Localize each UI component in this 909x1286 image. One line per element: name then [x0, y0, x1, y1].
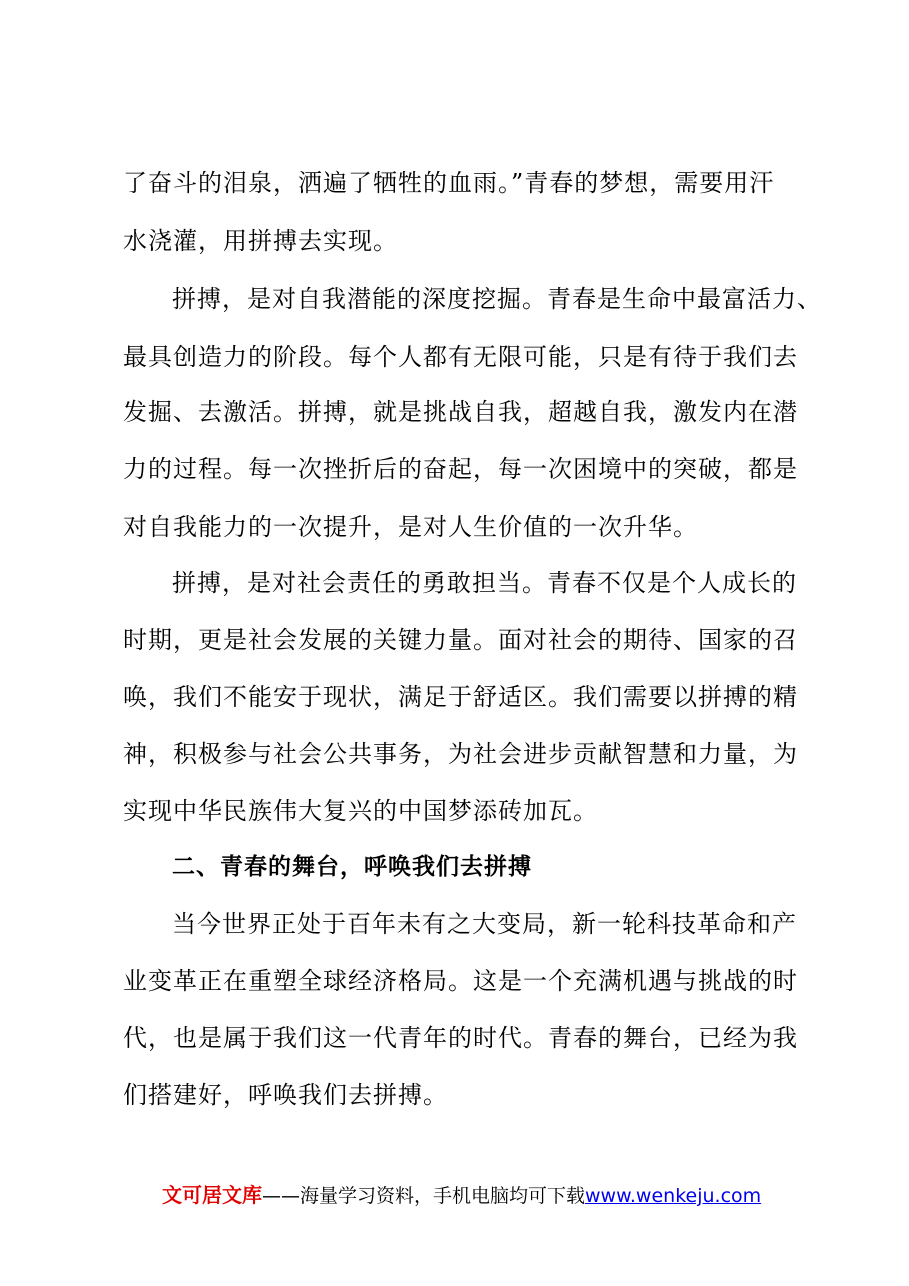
footer-brand: 文可居文库: [162, 1183, 262, 1207]
footer-tagline: ——海量学习资料，手机电脑均可下载: [262, 1185, 586, 1207]
body-line: 力的过程。每一次挫折后的奋起，每一次困境中的突破，都是: [123, 455, 798, 483]
body-line: 们搭建好，呼唤我们去拼搏。: [123, 1081, 448, 1109]
body-line: 水浇灌，用拼搏去实现。: [123, 227, 398, 255]
body-line: 业变革正在重塑全球经济格局。这是一个充满机遇与挑战的时: [123, 967, 798, 995]
body-line: 唤，我们不能安于现状，满足于舒适区。我们需要以拼搏的精: [123, 683, 798, 711]
body-line: 实现中华民族伟大复兴的中国梦添砖加瓦。: [123, 797, 598, 825]
body-line: 了奋斗的泪泉，洒遍了牺牲的血雨。”青春的梦想，需要用汗: [123, 169, 775, 197]
paragraph-first-line: 拼搏，是对社会责任的勇敢担当。青春不仅是个人成长的: [172, 569, 797, 597]
paragraph-first-line: 拼搏，是对自我潜能的深度挖掘。青春是生命中最富活力、: [172, 285, 822, 313]
paragraph-first-line: 当今世界正处于百年未有之大变局，新一轮科技革命和产: [172, 910, 797, 938]
footer-link[interactable]: www.wenkeju.com: [585, 1185, 762, 1207]
footer-banner: [162, 1181, 761, 1210]
body-line: 代，也是属于我们这一代青年的时代。青春的舞台，已经为我: [123, 1024, 798, 1052]
body-line: 神，积极参与社会公共事务，为社会进步贡献智慧和力量，为: [123, 740, 798, 768]
body-line: 最具创造力的阶段。每个人都有无限可能，只是有待于我们去: [123, 343, 798, 371]
body-line: 对自我能力的一次提升，是对人生价值的一次升华。: [123, 513, 698, 541]
body-line: 时期，更是社会发展的关键力量。面对社会的期待、国家的召: [123, 626, 798, 654]
section-heading: 二、青春的舞台，呼唤我们去拼搏: [172, 854, 532, 880]
body-line: 发掘、去激活。拼搏，就是挑战自我，超越自我，激发内在潜: [123, 398, 798, 426]
